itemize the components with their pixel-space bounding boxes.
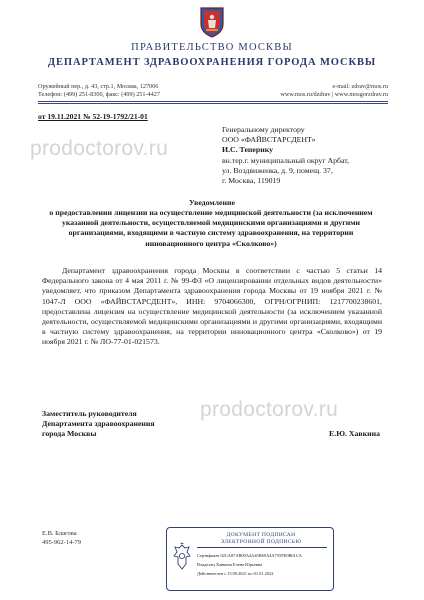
ministry-name: ПРАВИТЕЛЬСТВО МОСКВЫ — [131, 42, 293, 53]
department-name: ДЕПАРТАМЕНТ ЗДРАВООХРАНЕНИЯ ГОРОДА МОСКВЫ — [47, 57, 377, 68]
addressee-address-3: г. Москва, 119019 — [222, 176, 281, 186]
addressee-position: Генеральному директору — [222, 125, 305, 134]
signatory-name: Е.Ю. Хавкина — [329, 429, 380, 438]
stamp-certificate: Сертификат 02CA87AB00A4A45B69A4A755FE0B01CA — [197, 553, 302, 558]
notice-body: Департамент здравоохранения города Москвы в соответствии с частью 5 статьи 14 Федерального закона от 4 мая 2011 г. № 99-ФЗ «О лицензировании отдельных видов деятельности» уведомляет, что приказом Департамента здравоохранения города Москвы от 19 ноября 2021 г. № 1047-Л ООО «ФАЙВСТАРСДЕНТ», ИНН: 9704066300, ОГРН/ОГРНИП: 1217700238601, предоставлена лицензия на осуществление медицинской деятельности (за исключением указанной деятельности, осуществляемой медицинскими организациями и другими организациями, входящими в частную систему здравоохранения, на территории инновационного центра «Сколково») от 19 ноября 2021 г. № ЛО-77-01-021573. — [42, 266, 382, 347]
notice-subject: о предоставлении лицензии на осуществление медицинской деятельности (за исключением указанной деятельности, осуществляемой медицинскими организациями и другими организациями, входящими в частную систему здравоохранения, на территории инновационного центра «Сколково») — [49, 208, 373, 248]
address-line: Оружейный пер., д. 43, стр.1, Москва, 127006 — [38, 83, 159, 90]
addressee-company: ООО «ФАЙВСТАРСДЕНТ» — [222, 135, 316, 145]
signatory-title-line-3: города Москвы — [42, 429, 97, 439]
stamp-owner: Владелец Хавкина Елена Юрьевна — [197, 562, 263, 567]
phone-line: Телефон: (499) 251-8300, факс: (499) 251-4427 — [38, 91, 160, 98]
addressee-block — [222, 125, 349, 186]
document-number: от 19.11.2021 № 52-19-1792/21-01 — [38, 112, 148, 121]
stamp-heading-1: ДОКУМЕНТ ПОДПИСАН — [226, 532, 296, 538]
watermark-bottom: prodoctorov.ru — [200, 398, 339, 421]
signatory-title-line-2: Департамента здравоохранения — [42, 419, 155, 429]
stamp-emblem-icon — [172, 542, 192, 572]
watermark-top: prodoctorov.ru — [30, 137, 169, 160]
header-rule-thin — [38, 103, 388, 104]
contact-web — [280, 83, 388, 99]
signatory-title-line-1: Заместитель руководителя — [42, 409, 137, 418]
stamp-heading-2: ЭЛЕКТРОННОЙ ПОДПИСЬЮ — [220, 539, 302, 545]
executor-phone: 495-962-14-79 — [42, 538, 81, 546]
executor-block — [42, 530, 81, 547]
web-line[interactable]: www.mos.ru/dzdrav | www.mosgorzdrav.ru — [280, 91, 388, 98]
notice-title: Уведомление — [189, 198, 235, 207]
signatory-title — [42, 409, 155, 440]
stamp-validity: Действителен с 15.09.2021 по 01.01.2022 — [197, 571, 274, 576]
electronic-signature-stamp — [166, 527, 334, 591]
header-rule — [38, 101, 388, 102]
stamp-divider — [197, 547, 327, 548]
executor-name: Е.В. Благова — [42, 530, 77, 537]
addressee-address-1: вн.тер.г. муниципальный округ Арбат, — [222, 155, 349, 165]
addressee-person: И.С. Теперику — [222, 145, 273, 155]
addressee-address-2: ул. Воздвиженка, д. 9, помещ. 37, — [222, 165, 333, 175]
moscow-coat-of-arms-icon — [199, 6, 225, 38]
contact-address — [38, 83, 160, 99]
email-line[interactable]: e-mail: zdrav@mos.ru — [332, 83, 388, 90]
